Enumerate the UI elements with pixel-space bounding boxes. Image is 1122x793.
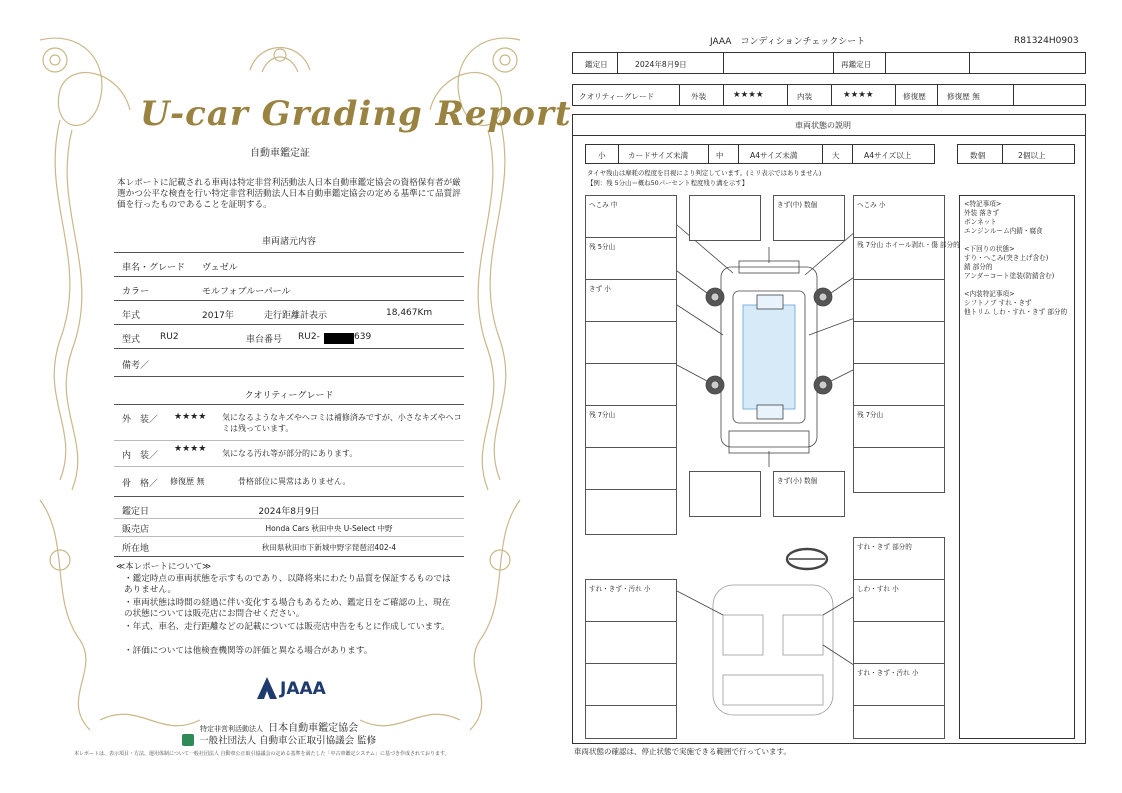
inspect-box xyxy=(585,705,677,739)
divider xyxy=(114,348,464,349)
divider xyxy=(831,85,832,105)
exterior-text: 気になるようなキズやヘコミは補修済みですが、小さなキズやヘコミは残っています。 xyxy=(222,413,462,433)
chassis-prefix: RU2- xyxy=(298,332,320,342)
inspect-box xyxy=(585,279,677,325)
frame-label: 骨 格／ xyxy=(122,479,159,489)
inspect-box xyxy=(585,237,677,283)
divider xyxy=(114,466,464,467)
inspect-box xyxy=(773,195,845,241)
divider xyxy=(723,53,724,73)
inspect-label: すれ・きず・汚れ 小 xyxy=(589,585,651,593)
notes-heading: ≪本レポートについて≫ xyxy=(116,562,212,572)
date-label: 鑑定日 xyxy=(585,60,608,69)
color-label: カラー xyxy=(122,287,150,297)
divider xyxy=(114,404,464,405)
inspect-box xyxy=(853,321,945,367)
address-value: 秋田県秋田市下新城中野字琵琶沼402-4 xyxy=(261,543,397,552)
divider xyxy=(114,518,464,519)
inspect-label: きず(小) 数個 xyxy=(777,477,818,485)
chassis-suffix: 639 xyxy=(354,332,372,342)
exterior-stars: ★★★★ xyxy=(733,90,764,100)
inspect-box xyxy=(853,405,945,451)
condition-panel xyxy=(572,114,1086,744)
divider xyxy=(969,53,970,73)
divider xyxy=(787,85,788,105)
interior-label: 内 装／ xyxy=(122,451,159,461)
jaaa-logo xyxy=(256,676,336,702)
frame-value: 修復歴 無 xyxy=(170,477,205,486)
org-supervisor: 一般社団法人 自動車公正取引協議会 監修 xyxy=(199,735,377,747)
divider xyxy=(114,536,464,537)
year-label: 年式 xyxy=(122,311,141,321)
remarks-label: 備考／ xyxy=(122,361,150,371)
inspect-box xyxy=(853,447,945,493)
divider xyxy=(114,276,464,277)
inspect-box xyxy=(853,579,945,625)
mileage-label: 走行距離計表示 xyxy=(264,311,328,321)
date-value: 2024年8月9日 xyxy=(258,507,320,517)
condition-check-sheet xyxy=(560,0,1122,793)
certification-text: 本レポートに記載される車両は特定非営利活動法人日本自動車鑑定協会の資格保有者が厳選かつ公平な検査を行い特定非営利活動法人日本自動車鑑定協会の定める基準にて品質評価を行ったものであることを証明する。 xyxy=(117,178,461,210)
divider xyxy=(679,85,680,105)
note-3: ・年式、車名、走行距離などの記載については販売店申告をもとに作成しています。 xyxy=(124,622,450,632)
legend-count: 数個 xyxy=(970,151,986,160)
interior-stars: ★★★★ xyxy=(843,90,874,100)
divider xyxy=(1013,85,1014,105)
color-value: モルフォブルーパール xyxy=(202,287,291,297)
divider xyxy=(114,300,464,301)
spec-heading: 車両諸元内容 xyxy=(261,237,316,247)
inspect-label: すれ・きず・汚れ 小 xyxy=(857,669,919,677)
mileage-value: 18,467Km xyxy=(386,308,433,318)
note-2: ・車両状態は時間の経過に伴い変化する場合もあるため、鑑定日をご確認の上、現在の状態については販売店にお問合せください。 xyxy=(124,598,451,619)
fair-trade-icon xyxy=(182,734,194,746)
sheet-footer: 車両状態の確認は、停止状態で実施できる範囲で行っています。 xyxy=(574,747,791,756)
inspect-label: へこみ 中 xyxy=(589,201,618,209)
interior-text: 気になる汚れ等が部分的にあります。 xyxy=(222,449,358,458)
inspect-box xyxy=(853,621,945,667)
inspect-box xyxy=(585,579,677,625)
divider xyxy=(114,556,464,557)
model-value: RU2 xyxy=(160,332,179,342)
inspect-box xyxy=(773,471,845,517)
legend-medium: 中 xyxy=(716,151,724,160)
inspect-label: きず 小 xyxy=(589,285,611,293)
inspect-box xyxy=(585,489,677,535)
tire-note-1: タイヤ残山は摩耗の程度を目視により判定しています。(ミリ表示ではありません) xyxy=(587,169,822,177)
dealer-value: Honda Cars 秋田中央 U-Select 中野 xyxy=(265,524,393,533)
inspect-label: 残 7分山 ホイール剥れ・傷 部分的 xyxy=(857,241,960,249)
inspect-box xyxy=(585,405,677,451)
divider xyxy=(937,85,938,105)
model-label: 型式 xyxy=(122,335,141,345)
exterior-stars: ★★★★ xyxy=(174,412,207,422)
inspect-box xyxy=(853,705,945,739)
redaction-bar xyxy=(324,333,354,344)
inspect-box xyxy=(853,537,945,583)
inspect-box xyxy=(853,195,945,241)
notes-panel-text: <特記事項> 外装 落きず ボンネット エンジンルーム内錆・腐食 <下回りの状態> すり・へこみ(突き上げ含む) 錆 部分的 アンダーコート塗装(防錆含む) <内装特記事項> シフトノブ すれ・きず 他トリム しわ・すれ・きず 部分的 xyxy=(964,200,1068,316)
divider xyxy=(114,252,464,253)
divider xyxy=(114,440,464,441)
exterior-row xyxy=(114,412,464,438)
divider xyxy=(114,324,464,325)
sheet-title: JAAA コンディションチェックシート xyxy=(710,37,866,47)
org-type: 特定非営利活動法人 xyxy=(200,725,263,733)
report-title: U-car Grading Report xyxy=(140,94,572,134)
date-table xyxy=(572,52,1086,74)
interior-label: 内装 xyxy=(797,92,813,101)
reference-number: R81324H0903 xyxy=(1014,36,1079,46)
quality-heading: クオリティーグレード xyxy=(244,391,334,401)
inspect-box xyxy=(689,471,761,517)
inspect-label: へこみ 小 xyxy=(857,201,886,209)
grade-table xyxy=(572,84,1086,106)
inspect-box xyxy=(853,363,945,409)
inspect-box xyxy=(853,237,960,283)
section-title: 車両状態の説明 xyxy=(795,121,851,130)
address-label: 所在地 xyxy=(122,544,150,554)
exterior-label: 外装 xyxy=(691,92,707,101)
inspect-box xyxy=(585,363,677,409)
name-label: 車名・グレード xyxy=(122,263,186,273)
legend-large-desc: A4サイズ以上 xyxy=(864,151,912,160)
legend-medium-desc: A4サイズ未満 xyxy=(750,151,798,160)
inspect-label: 残 5分山 xyxy=(589,243,616,251)
left-footer: 本レポートは、表示項目・方法、運用体制について一般社団法人 自動車公正取引協議会の定める基準を満たした「中古車鑑定システム」に基づき作成されております。 xyxy=(74,751,450,757)
divider xyxy=(617,53,618,73)
inspect-box xyxy=(585,663,677,709)
inspect-box xyxy=(853,663,945,709)
jaaa-logo-text: JAAA xyxy=(280,679,326,699)
inspect-box xyxy=(689,195,761,241)
divider xyxy=(895,85,896,105)
jaaa-emblem-icon xyxy=(256,676,278,700)
inspect-box xyxy=(585,621,677,667)
divider xyxy=(833,53,834,73)
exterior-label: 外 装／ xyxy=(122,415,159,425)
grade-label: クオリティーグレード xyxy=(579,92,655,101)
dealer-label: 販売店 xyxy=(122,525,150,535)
notes-panel xyxy=(959,195,1075,739)
note-1: ・鑑定時点の車両状態を示すものであり、以降将来にわたり品質を保証するものではありません。 xyxy=(124,574,451,595)
interior-stars: ★★★★ xyxy=(174,444,207,454)
legend-small: 小 xyxy=(598,151,606,160)
divider xyxy=(885,53,886,73)
org-line-2 xyxy=(182,729,376,748)
date-label: 鑑定日 xyxy=(122,507,150,517)
legend-large: 大 xyxy=(832,151,840,160)
repair-label: 修復歴 xyxy=(903,92,926,101)
inspect-label: しわ・すれ 小 xyxy=(857,585,899,593)
inspect-box xyxy=(585,195,677,241)
name-value: ヴェゼル xyxy=(202,263,238,273)
repair-value: 修復歴 無 xyxy=(947,92,980,101)
inspect-box xyxy=(853,279,945,325)
legend-count-desc: 2個以上 xyxy=(1018,151,1046,160)
inspect-box xyxy=(585,321,677,367)
note-4: ・評価については他検査機関等の評価と異なる場合があります。 xyxy=(124,646,373,656)
inspect-label: 残 7分山 xyxy=(589,411,616,419)
date-value: 2024年8月9日 xyxy=(635,60,687,69)
chassis-label: 車台番号 xyxy=(246,335,283,345)
inspect-label: 残 7分山 xyxy=(857,411,884,419)
report-subtitle: 自動車鑑定証 xyxy=(250,148,310,159)
frame-text: 骨格部位に異常はありません。 xyxy=(238,477,351,486)
inspect-box xyxy=(585,447,677,493)
org-name: 日本自動車鑑定協会 xyxy=(268,723,359,734)
divider xyxy=(114,496,464,497)
inspect-label: きず(中) 数個 xyxy=(777,201,818,209)
inspect-label: すれ・きず 部分的 xyxy=(857,543,912,551)
tire-note-2: 【例：残 5分山＝概ね50パーセント程度残り溝を示す】 xyxy=(587,179,749,187)
redate-label: 再鑑定日 xyxy=(841,60,872,69)
divider xyxy=(723,85,724,105)
legend-small-desc: カードサイズ未満 xyxy=(628,151,689,160)
year-value: 2017年 xyxy=(202,311,234,321)
divider xyxy=(114,376,464,377)
